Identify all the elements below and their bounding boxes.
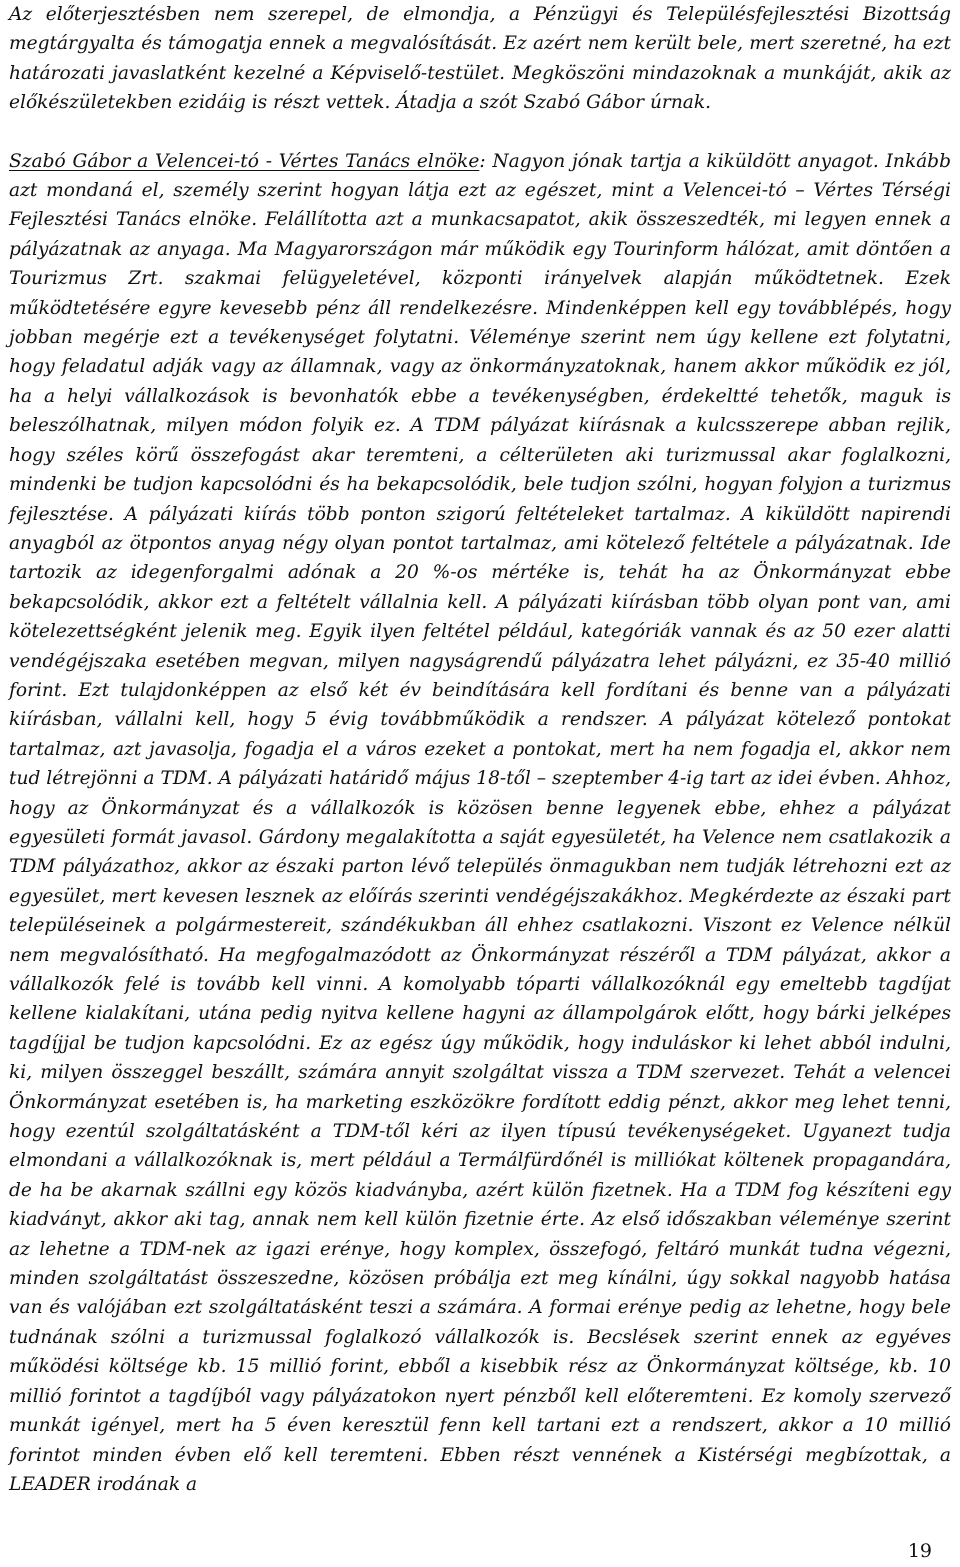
paragraph-intro: Az előterjesztésben nem szerepel, de elmondja, a Pénzügyi és Településfejlesztési Bizottság megtárgyalta és támogatja ennek a megvalósítását. Ez azért nem került bele, mert szeretné, ha ezt határozati javaslatként kezelné a Képviselő-testület. Megköszöni mindazoknak a munkáját, akik az előkészületekben ezidáig is részt vettek. Átadja a szót Szabó Gábor úrnak. [9,4,951,114]
page-number: 19 [907,1540,932,1562]
speaker-name: Szabó Gábor a Velencei-tó - Vértes Tanács elnöke [9,150,480,172]
speaker-statement-text: : Nagyon jónak tartja a kiküldött anyagot. Inkább azt mondaná el, személy szerint hogyan látja ezt az egészet, mint a Velencei-tó – Vértes Térségi Fejlesztési Tanács elnöke. Felállította azt a munkacsapatot, akik összeszedték, mi legyen ennek a pályázatnak az anyaga. Ma Magyarországon már működik egy Tourinform hálózat, amit döntően a Tourizmus Zrt. szakmai felügyeletével, központi irányelvek alapján működtetnek. Ezek működtetésére egyre kevesebb pénz áll rendelkezésre. Mindenképpen kell egy továbblépés, hogy jobban megérje ezt a tevékenységet folytatni. Véleménye szerint nem úgy kellene ezt folytatni, hogy feladatul adják vagy az államnak, vagy az önkormányzatoknak, hanem akkor működik ez jól, ha a helyi vállalkozások is bevonhatók ebbe a tevékenységben, érdekeltté tehetők, maguk is beleszólhatnak, milyen módon folyik ez. A TDM pályázat kiírásnak a kulcsszerepe abban rejlik, hogy széles körű összefogást akar teremteni, a célterületen aki turizmussal akar foglalkozni, mindenki be tudjon kapcsolódni és ha bekapcsolódik, bele tudjon szólni, hogyan folyjon a turizmus fejlesztése. A pályázati kiírás több ponton szigorú feltételeket tartalmaz. A kiküldött napirendi anyagból az ötpontos anyag négy olyan pontot tartalmaz, ami kötelező feltétele a pályázatnak. Ide tartozik az idegenforgalmi adónak a 20 %-os mértéke is, tehát ha az Önkormányzat ebbe bekapcsolódik, akkor ezt a feltételt vállalnia kell. A pályázati kiírásban több olyan pont van, ami kötelezettségként jelenik meg. Egyik ilyen feltétel például, kategóriák vannak és az 50 ezer alatti vendégéjszaka esetében megvan, milyen nagyságrendű pályázatra lehet pályázni, ez 35-40 millió forint. Ezt tulajdonképpen az első két év beindítására kell fordítani és benne van a pályázati kiírásban, vállalni kell, hogy 5 évig továbbműködik a rendszer. A pályázat kötelező pontokat tartalmaz, azt javasolja, fogadja el a város ezeket a pontokat, mert ha nem fogadja el, akkor nem tud létrejönni a TDM. A pályázati határidő május 18-től – szeptember 4-ig tart az idei évben. Ahhoz, hogy az Önkormányzat és a vállalkozók is közösen benne legyenek ebbe, ehhez a pályázat egyesületi formát javasol. Gárdony megalakította a saját egyesületét, ha Velence nem csatlakozik a TDM pályázathoz, akkor az északi parton lévő település önmagukban nem tudják létrehozni ezt az egyesület, mert kevesen lesznek az előírás szerinti vendégéjszakákhoz. Megkérdezte az északi part településeinek a polgármestereit, szándékukban áll ehhez csatlakozni. Viszont ez Velence nélkül nem megvalósítható. Ha megfogalmazódott az Önkormányzat részéről a TDM pályázat, akkor a vállalkozók felé is tovább kell vinni. A komolyabb tóparti vállalkozóknál egy emeltebb tagdíjat kellene kialakítani, utána pedig nyitva kellene hagyni az állampolgárok előtt, hogy bárki jelképes tagdíjjal be tudjon kapcsolódni. Ez az egész úgy működik, hogy induláskor ki lehet abból indulni, ki, milyen összeggel beszállt, számára annyit szolgáltat vissza a TDM szervezet. Tehát a velencei Önkormányzat esetében is, ha marketing eszközökre fordított eddig pénzt, akkor meg lehet tenni, hogy ezentúl szolgáltatásként a TDM-től kéri az ilyen típusú tevékenységeket. Ugyanezt tudja elmondani a vállalkozóknak is, mert például a Termálfürdőnél is milliókat költenek propagandára, de ha be akarnak szállni egy közös kiadványba, azért külön fizetnek. Ha a TDM fog készíteni egy kiadványt, akkor aki tag, annak nem kell külön fizetnie érte. Az első időszakban véleménye szerint az lehetne a TDM-nek az igazi erénye, hogy komplex, összefogó, feltáró munkát tudna végezni, minden szolgáltatást összeszedne, közösen próbálja ezt meg kínálni, úgy sokkal nagyobb hatása van és valójában ezt szolgáltatásként teszi a számára. A formai erénye pedig az lehetne, hogy bele tudnának szólni a turizmussal foglalkozó vállalkozók is. Becslések szerint ennek az egyéves működési költsége kb. 15 millió forint, ebből a kisebbik rész az Önkormányzat költsége, kb. 10 millió forintot a tagdíjból vagy pályázatokon nyert pénzből kell előteremteni. Ez komoly szervező munkát igényel, mert ha 5 éven keresztül fenn kell tartani ezt a rendszert, akkor a 10 millió forintot minden évben elő kell teremteni. Ebben részt vennének a Kistérségi megbízottak, a LEADER irodának a [9,150,951,1495]
paragraph-speaker-statement [9,147,951,1500]
